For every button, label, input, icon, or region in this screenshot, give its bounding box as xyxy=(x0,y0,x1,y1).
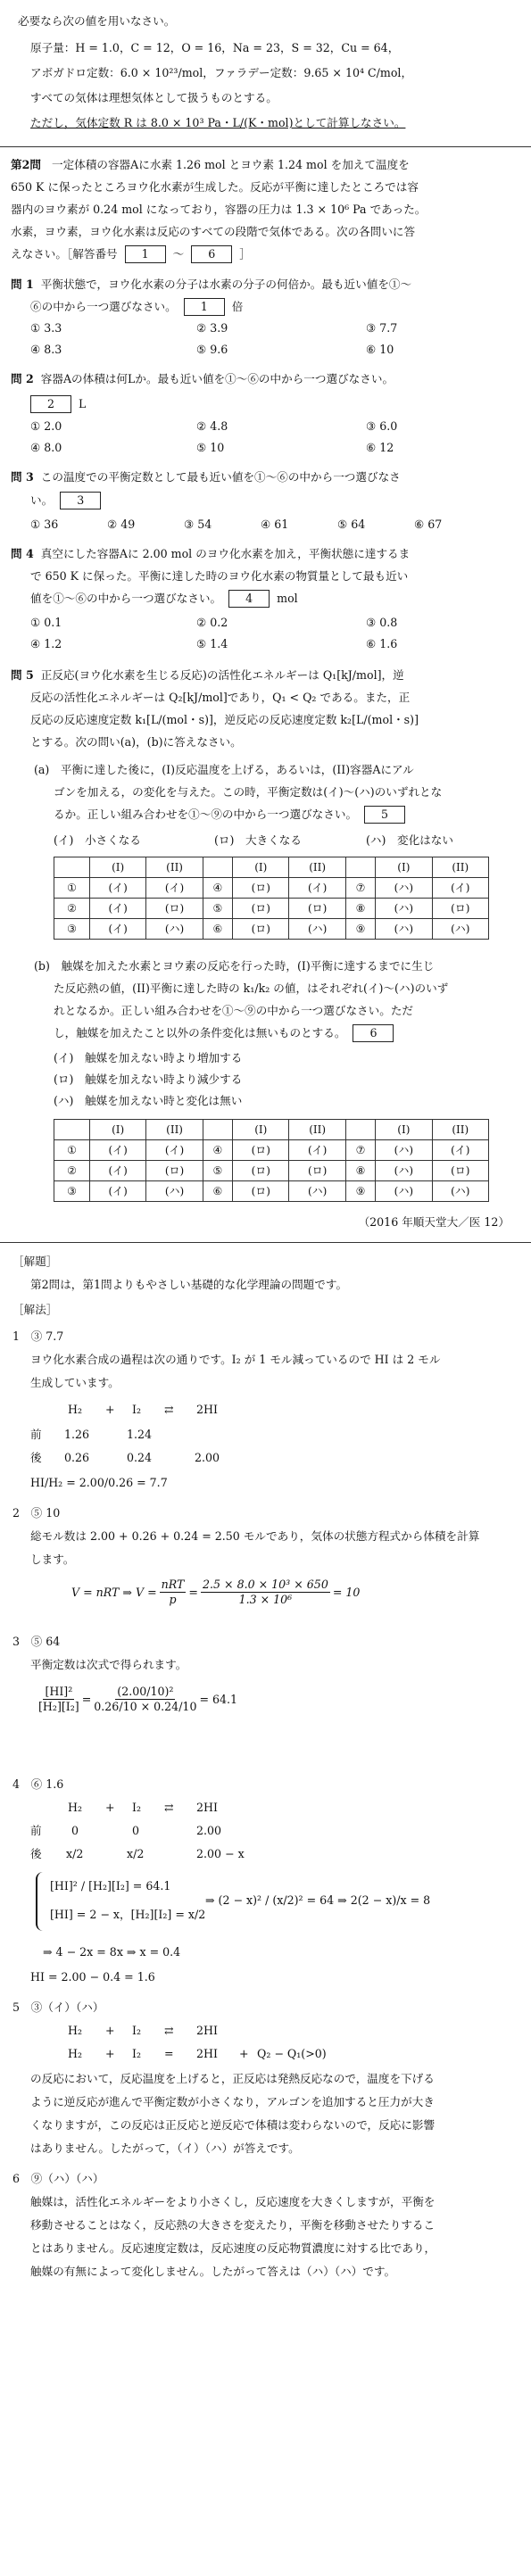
table-cell: (イ) xyxy=(90,1161,146,1181)
answer-table-b xyxy=(54,1119,489,1202)
answer-6-head: 6 ⑨（ハ）（ハ） xyxy=(12,2172,104,2185)
table-cell: (ロ) xyxy=(233,899,289,919)
answer-1-head: 1 ③ 7.7 xyxy=(12,1329,64,1343)
option: ① 36 xyxy=(30,518,59,531)
choice: (ハ) 触媒を加えない時と変化は無い xyxy=(54,1094,243,1107)
table-header-cell xyxy=(203,1120,232,1140)
table-row xyxy=(54,899,489,919)
table-cell: ② xyxy=(54,1161,90,1181)
question-3: 問 3 この温度での平衡定数として最も近い値を①〜⑥の中から一つ選びなさ xyxy=(11,470,401,484)
table-cell: (ハ) xyxy=(376,899,432,919)
table-row xyxy=(54,1181,489,1202)
answer-box: 6 xyxy=(191,245,232,263)
volume-equation: V = nRT ⇒ V = $\frac{\text{nRT}}{p}$ = $\frac{\text{2.5 × 8.0 × 10³ × 650}}{\text{1.3 × 10⁶}}$ = 10 xyxy=(71,1578,361,1606)
table-row xyxy=(54,1161,489,1181)
table-cell: (ロ) xyxy=(233,1161,289,1181)
table-header-cell: (II) xyxy=(432,1120,488,1140)
table-cell: (イ) xyxy=(432,1140,488,1161)
table-header-cell xyxy=(345,857,375,878)
atomic-weights: 原子量：H = 1.0，C = 12，O = 16，Na = 23，S = 32，Cu = 64， xyxy=(30,41,400,54)
table-header-cell: (II) xyxy=(289,857,345,878)
table-cell: (ロ) xyxy=(432,1161,488,1181)
table-cell: (イ) xyxy=(146,1140,203,1161)
choice: (ハ) 変化はない xyxy=(366,833,453,847)
option: ④ 1.2 xyxy=(30,637,62,650)
question-5: 問 5 正反応(ヨウ化水素を生じる反応)の活性化エネルギーは Q₁[kJ/mol]，逆 xyxy=(11,668,404,682)
gas-constant-note: ただし，気体定数 R は 8.0 × 10³ Pa・L/(K・mol)として計算しなさい。 xyxy=(30,116,406,129)
answer-box: 1 xyxy=(125,245,166,263)
table-row xyxy=(54,1120,489,1140)
table-cell: (ロ) xyxy=(233,919,289,940)
table-cell: (ロ) xyxy=(233,878,289,899)
option: ④ 61 xyxy=(261,518,289,531)
table-cell: (ハ) xyxy=(146,1181,203,1202)
equilibrium-constant: $\frac{\text{[HI]²}}{\text{[H₂][I₂]}}$ = $\frac{\text{(2.00/10)²}}{0.26/10 \times 0.24/10}$ = 64.1 xyxy=(38,1685,238,1713)
table-cell: (ハ) xyxy=(289,1181,345,1202)
table-cell: (イ) xyxy=(90,878,146,899)
option: ② 4.8 xyxy=(196,419,228,433)
table-header-cell xyxy=(54,857,90,878)
table-cell: (ハ) xyxy=(376,878,432,899)
option: ④ 8.0 xyxy=(30,441,62,454)
option: ② 3.9 xyxy=(196,321,228,335)
answer-box: 4 xyxy=(228,590,270,608)
table-cell: ① xyxy=(54,1140,90,1161)
answer-2-head: 2 ⑤ 10 xyxy=(12,1506,61,1520)
choice: (イ) 触媒を加えない時より増加する xyxy=(54,1051,243,1064)
choice: (ロ) 触媒を加えない時より減少する xyxy=(54,1073,243,1086)
answer-range: えなさい。［解答番号 1 〜 6 ］ xyxy=(11,243,251,265)
table-cell: ⑥ xyxy=(203,919,232,940)
option: ① 0.1 xyxy=(30,616,62,629)
table-header-cell: (I) xyxy=(233,1120,289,1140)
table-cell: (イ) xyxy=(90,1140,146,1161)
source-citation: （2016 年順天堂大／医 12） xyxy=(358,1215,510,1229)
answer-5-head: 5 ③（イ）（ハ） xyxy=(12,2000,104,2014)
table-cell: (イ) xyxy=(90,899,146,919)
option: ② 0.2 xyxy=(196,616,228,629)
table-cell: ⑨ xyxy=(345,919,375,940)
option: ⑥ 10 xyxy=(366,343,394,356)
option: ③ 6.0 xyxy=(366,419,398,433)
option: ③ 7.7 xyxy=(366,321,398,335)
answer-3-head: 3 ⑤ 64 xyxy=(12,1635,61,1648)
answer-table-a xyxy=(54,857,489,940)
intro-text: 必要なら次の値を用いなさい。 xyxy=(18,14,176,28)
table-cell: ⑨ xyxy=(345,1181,375,1202)
table-cell: ⑦ xyxy=(345,878,375,899)
table-header-cell: (I) xyxy=(90,857,146,878)
table-cell: ⑥ xyxy=(203,1181,232,1202)
table-cell: (イ) xyxy=(289,878,345,899)
choice: (ロ) 大きくなる xyxy=(214,833,302,847)
table-cell: ③ xyxy=(54,919,90,940)
table-cell: (ハ) xyxy=(146,919,203,940)
table-cell: ① xyxy=(54,878,90,899)
answer-box: 5 xyxy=(364,806,405,824)
problem-title: 第2問 xyxy=(11,158,41,171)
table-row xyxy=(54,1140,489,1161)
option: ⑥ 1.6 xyxy=(366,637,398,650)
answer-box: 3 xyxy=(60,492,101,509)
table-cell: (ハ) xyxy=(432,919,488,940)
table-header-cell: (I) xyxy=(376,1120,432,1140)
page: 必要なら次の値を用いなさい。 原子量：H = 1.0，C = 12，O = 16，Na = 23，S = 32，Cu = 64， アボガドロ定数：6.0 × 10²³/mol，ファラデー定数：9.65 × 10⁴ C/mol， すべての気体は理想気体として扱うものとする。 ただし，気体定数 R は 8.0 × 10³ Pa・L/(K・mol)として計算しなさい。 第2問 一定体積の容器Aに水素 1.26 mol とヨウ素 1.24 mol を加えて温度を 650 K に保ったところヨウ化水素が生成した。反応が平衡に達したところでは容 器内のヨウ素が 0.24 mol になっており，容器の圧力は 1.3 × 10⁶ Pa であった。 水素，ヨウ素，ヨウ化水素は反応のすべての段階で気体である。次の各問いに答 えなさい。［解答番号 1 〜 6 ］ 問 1 平衡状態で，ヨウ化水素の分子は水素の分子の何倍か。最も近い値を①〜 ⑥の中から一つ選びなさい。 1 倍 ① 3.3 ② 3.9 ③ 7.7 ④ 8.3 ⑤ 9.6 ⑥ 10 問 2 容器Aの体積は何Lか。最も近い値を①〜⑥の中から一つ選びなさい。 2 L ① 2.0 ② 4.8 ③ 6.0 ④ 8.0 ⑤ 10 ⑥ 12 問 3 この温度での平衡定数として最も近い値を①〜⑥の中から一つ選びなさ い。 3 ① 36 ② 49 ③ 54 ④ 61 ⑤ 64 ⑥ 67 問 4 真空にした容器Aに 2.00 mol のヨウ化水素を加え，平衡状態に達するま で 650 K に保った。平衡に達した時のヨウ化水素の物質量として最も近い 値を①〜⑥の中から一つ選びなさい。 4 mol ① 0.1 ② 0.2 ③ 0.8 ④ 1.2 ⑤ 1.4 ⑥ 1.6 問 5 正反応(ヨウ化水素を生じる反応)の活性化エネルギーは Q₁[kJ/mol]，逆 反応の活性化エネルギーは Q₂[kJ/mol]であり，Q₁ < Q₂ である。また，正 反応の反応速度定数 k₁[L/(mol・s)]，逆反応の反応速度定数 k₂[L/(mol・s)] とする。次の問い(a)，(b)に答えなさい。 (a) 平衡に達した後に，(I)反応温度を上げる，あるいは，(II)容器Aにアル ゴンを加える，の変化を与えた。この時，平衡定数は(イ)〜(ハ)のいずれとな るか。正しい組み合わせを①〜⑨の中から一つ選びなさい。 5 (イ) 小さくなる (ロ) 大きくなる (ハ) 変化はない (I) (II) (I) (II) (I) (II) ① (イ) (イ) ④ (ロ) (イ) ⑦ (ハ) (イ) ② (イ) (ロ) ⑤ (ロ) (ロ) ⑧ (ハ) (ロ) ③ (イ) (ハ) ⑥ (ロ) (ハ) ⑨ (ハ) (ハ) (b) 触媒を加えた水素とヨウ素の反応を行った時，(I)平衡に達するまでに生じ た反応熱の値，(II)平衡に達した時の k₁/k₂ の値，はそれぞれ(イ)〜(ハ)のいず れとなるか。正しい組み合わせを①〜⑨の中から一つ選びなさい。ただ し，触媒を加えたこと以外の条件変化は無いものとする。 6 (イ) 触媒を加えない時より増加する (ロ) 触媒を加えない時より減少する (ハ) 触媒を加えない時と変化は無い (I) (II) (I) (II) (I) (II) ① (イ) (イ) ④ (ロ) (イ) ⑦ (ハ) (イ) ② (イ) (ロ) ⑤ (ロ) (ロ) ⑧ (ハ) (ロ) ③ (イ) (ハ) ⑥ (ロ) (ハ) ⑨ (ハ) (ハ) （2016 年順天堂大／医 12） ［解題］ 第2問は，第1問よりもやさしい基礎的な化学理論の問題です。 ［解法］ 1 ③ 7.7 ヨウ化水素合成の過程は次の通りです。I₂ が 1 モル減っているので HI は 2 モル 生成しています。 H₂ + I₂ ⇄ 2HI 前 1.26 1.24 後 0.26 0.24 2.00 HI/H₂ = 2.00/0.26 = 7.7 2 ⑤ 10 総モル数は 2.00 + 0.26 + 0.24 = 2.50 モルであり，気体の状態方程式から体積を計算 します。 V = nRT ⇒ V = $\frac{\text{nRT}}{p}$ = $\frac{\text{2.5 × 8.0 × 10³ × 650}}{\text{1.3 × 10⁶}}$ = 10 3 ⑤ 64 平衡定数は次式で得られます。 $\frac{\text{[HI]²}}{\text{[H₂][I₂]}}$ = $\frac{\text{(2.00/10)²}}{0.26/10 \times 0.24/10}$ = 64.1 4 ⑥ 1.6 H₂ + I₂ ⇄ 2HI 前 0 0 2.00 後 x/2 x/2 2.00 − x [HI]² / [H₂][I₂] = 64.1 [HI] = 2 − x，[H₂][I₂] = x/2 ⇒ (2 − x)² / (x/2)² = 64 ⇒ 2(2 − x)/x = 8 ⇒ 4 − 2x = 8x ⇒ x = 0.4 HI = 2.00 − 0.4 = 1.6 5 ③（イ）（ハ） H₂ + I₂ ⇄ 2HI H₂ + I₂ = 2HI + Q₂ − Q₁(>0) の反応において，反応温度を上げると，正反応は発熱反応なので，温度を下げる ように逆反応が進んで平衡定数が小さくなり，アルゴンを追加すると圧力が大き くなりますが，この反応は正反応と逆反応で体積は変わらないので，反応に影響 はありません。したがって，（イ）（ハ）が答えです。 6 ⑨（ハ）（ハ） 触媒は，活性化エネルギーをより小さくし，反応速度を大きくしますが，平衡を 移動させることはなく，反応熱の大きさを変えたり，平衡を移動させたりするこ とはありません。反応速度定数は，反応速度の反応物質濃度に対する比であり， 触媒の有無によって変化しません。したがって答えは（ハ）（ハ）です。 xyxy=(0,0,531,2576)
choice: (イ) 小さくなる xyxy=(54,833,141,847)
table-header-cell xyxy=(203,857,232,878)
ideal-gas-note: すべての気体は理想気体として扱うものとする。 xyxy=(30,91,278,104)
table-cell: ④ xyxy=(203,878,232,899)
table-cell: (ハ) xyxy=(376,1140,432,1161)
option: ⑤ 9.6 xyxy=(196,343,228,356)
table-header-cell: (II) xyxy=(432,857,488,878)
table-header-cell: (I) xyxy=(376,857,432,878)
table-row xyxy=(54,919,489,940)
option: ② 49 xyxy=(107,518,136,531)
table-cell: (ロ) xyxy=(146,1161,203,1181)
option: ① 3.3 xyxy=(30,321,62,335)
table-cell: (イ) xyxy=(90,919,146,940)
table-cell: (ロ) xyxy=(432,899,488,919)
equation-brace xyxy=(36,1872,45,1931)
table-header-cell: (I) xyxy=(233,857,289,878)
table-cell: (ハ) xyxy=(376,1181,432,1202)
table-cell: (イ) xyxy=(432,878,488,899)
option: ⑤ 1.4 xyxy=(196,637,228,650)
option: ① 2.0 xyxy=(30,419,62,433)
table-cell: ④ xyxy=(203,1140,232,1161)
table-cell: ⑧ xyxy=(345,1161,375,1181)
table-cell: (ハ) xyxy=(432,1181,488,1202)
table-cell: ⑤ xyxy=(203,899,232,919)
answer-box: 1 xyxy=(184,298,225,316)
divider xyxy=(0,1242,531,1243)
part-a: (a) 平衡に達した後に，(I)反応温度を上げる，あるいは，(II)容器Aにアル xyxy=(34,763,414,776)
option: ④ 8.3 xyxy=(30,343,62,356)
table-cell: (ロ) xyxy=(233,1181,289,1202)
table-row xyxy=(54,857,489,878)
table-cell: ⑤ xyxy=(203,1161,232,1181)
table-cell: (ロ) xyxy=(233,1140,289,1161)
solution-heading: ［解題］ xyxy=(12,1255,58,1268)
question-1: 問 1 平衡状態で，ヨウ化水素の分子は水素の分子の何倍か。最も近い値を①〜 xyxy=(11,277,412,291)
table-cell: (イ) xyxy=(90,1181,146,1202)
table-header-cell: (II) xyxy=(289,1120,345,1140)
table-header-cell xyxy=(345,1120,375,1140)
table-cell: (イ) xyxy=(146,878,203,899)
answer-box: 6 xyxy=(353,1024,394,1042)
option: ⑥ 67 xyxy=(414,518,443,531)
option: ⑥ 12 xyxy=(366,441,394,454)
table-cell: ② xyxy=(54,899,90,919)
option: ③ 0.8 xyxy=(366,616,398,629)
divider xyxy=(0,146,531,147)
table-header-cell: (II) xyxy=(146,1120,203,1140)
constants: アボガドロ定数：6.0 × 10²³/mol，ファラデー定数：9.65 × 10⁴ C/mol， xyxy=(30,66,413,79)
option: ⑤ 64 xyxy=(337,518,366,531)
answer-box: 2 xyxy=(30,395,71,413)
table-cell: ③ xyxy=(54,1181,90,1202)
answer-4-head: 4 ⑥ 1.6 xyxy=(12,1777,64,1791)
table-header-cell: (I) xyxy=(90,1120,146,1140)
table-cell: ⑧ xyxy=(345,899,375,919)
table-cell: (イ) xyxy=(289,1140,345,1161)
option: ③ 54 xyxy=(184,518,212,531)
problem-intro: 第2問 一定体積の容器Aに水素 1.26 mol とヨウ素 1.24 mol を加えて温度を xyxy=(11,158,410,171)
method-heading: ［解法］ xyxy=(12,1303,58,1316)
table-cell: ⑦ xyxy=(345,1140,375,1161)
option: ⑤ 10 xyxy=(196,441,225,454)
table-cell: (ハ) xyxy=(376,1161,432,1181)
table-row xyxy=(54,878,489,899)
table-header-cell: (II) xyxy=(146,857,203,878)
question-2: 問 2 容器Aの体積は何Lか。最も近い値を①〜⑥の中から一つ選びなさい。 xyxy=(11,372,394,385)
table-cell: (ロ) xyxy=(146,899,203,919)
question-4: 問 4 真空にした容器Aに 2.00 mol のヨウ化水素を加え，平衡状態に達するま xyxy=(11,547,411,560)
table-header-cell xyxy=(54,1120,90,1140)
table-cell: (ハ) xyxy=(289,919,345,940)
table-cell: (ロ) xyxy=(289,1161,345,1181)
part-b: (b) 触媒を加えた水素とヨウ素の反応を行った時，(I)平衡に達するまでに生じ xyxy=(34,959,435,973)
table-cell: (ロ) xyxy=(289,899,345,919)
table-cell: (ハ) xyxy=(376,919,432,940)
